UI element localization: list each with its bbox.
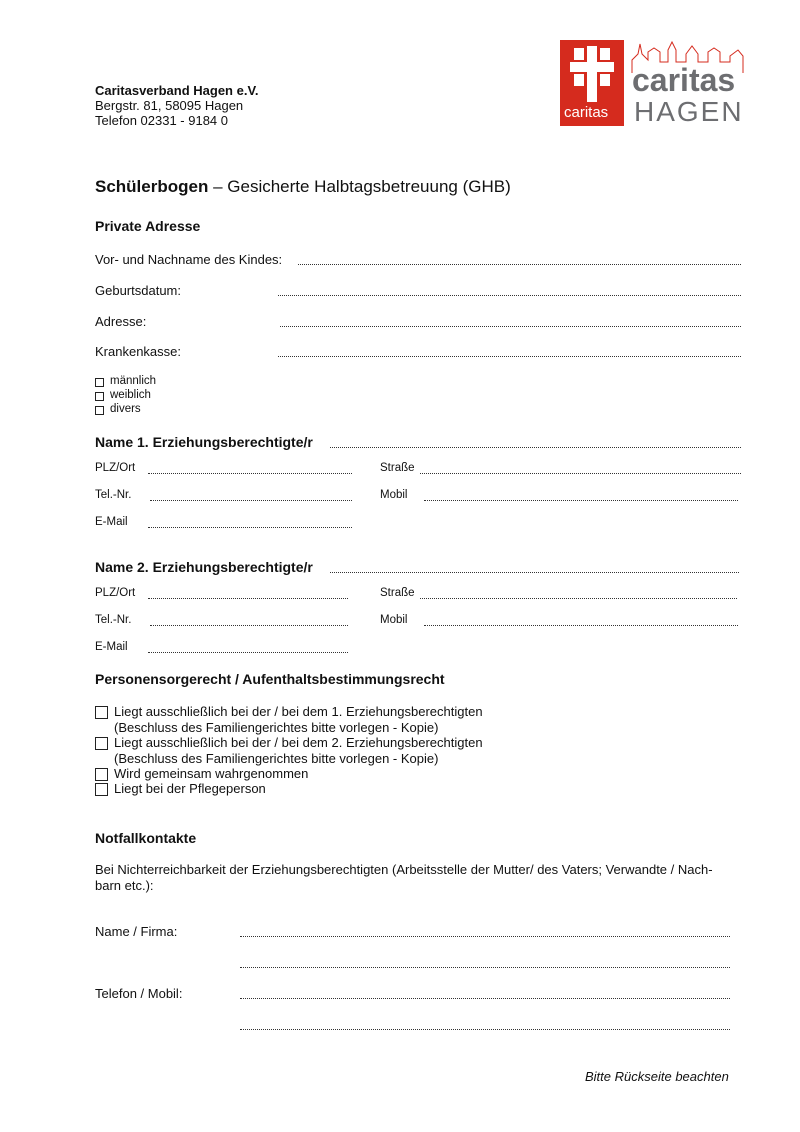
- guardian2-mobile-field[interactable]: [424, 625, 738, 626]
- guardian2-name-field[interactable]: [330, 572, 739, 573]
- emergency-name-field-1[interactable]: [240, 936, 730, 937]
- birthdate-field[interactable]: [278, 295, 741, 296]
- guardian1-tel-field[interactable]: [150, 500, 352, 501]
- emergency-name-field-2[interactable]: [240, 967, 730, 968]
- guardian2-plz-label: PLZ/Ort: [95, 587, 136, 599]
- custody-option-1-label: Liegt ausschließlich bei der / bei dem 1. Erziehungsberechtigten: [114, 704, 483, 719]
- guardian2-street-label: Straße: [380, 587, 415, 599]
- custody-option-1-checkbox[interactable]: [95, 706, 108, 719]
- child-name-label: Vor- und Nachname des Kindes:: [95, 252, 283, 267]
- guardian1-street-field[interactable]: [420, 473, 741, 474]
- gender-male-label: männlich: [110, 375, 157, 387]
- org-phone: Telefon 02331 - 9184 0: [95, 113, 228, 128]
- org-street: Bergstr. 81, 58095 Hagen: [95, 98, 244, 113]
- guardian1-plz-label: PLZ/Ort: [95, 462, 136, 474]
- private-address-heading: Private Adresse: [95, 218, 201, 234]
- guardian1-email-field[interactable]: [148, 527, 352, 528]
- custody-heading: Personensorgerecht / Aufenthaltsbestimmungsrecht: [95, 671, 445, 687]
- gender-diverse-label: divers: [110, 403, 141, 415]
- guardian2-tel-field[interactable]: [150, 625, 348, 626]
- guardian2-heading: Name 2. Erziehungsberechtigte/r: [95, 559, 313, 575]
- emergency-phone-label: Telefon / Mobil:: [95, 986, 183, 1001]
- guardian1-mobile-label: Mobil: [380, 489, 408, 501]
- gender-female-checkbox[interactable]: [95, 392, 104, 401]
- page-title-rest: – Gesicherte Halbtagsbetreuung (GHB): [208, 177, 511, 196]
- guardian1-plz-field[interactable]: [148, 473, 352, 474]
- address-label: Adresse:: [95, 314, 147, 329]
- gender-diverse-checkbox[interactable]: [95, 406, 104, 415]
- birthdate-label: Geburtsdatum:: [95, 283, 181, 298]
- guardian2-plz-field[interactable]: [148, 598, 348, 599]
- guardian1-street-label: Straße: [380, 462, 415, 474]
- emergency-phone-field-1[interactable]: [240, 998, 730, 999]
- insurance-label: Krankenkasse:: [95, 344, 181, 359]
- guardian2-mobile-label: Mobil: [380, 614, 408, 626]
- custody-option-1-note: (Beschluss des Familiengerichtes bitte vorlegen - Kopie): [114, 720, 439, 735]
- logo-box-word: caritas: [564, 104, 609, 121]
- logo-word-bottom: HAGEN: [634, 96, 744, 127]
- emergency-name-label: Name / Firma:: [95, 924, 178, 939]
- guardian1-email-label: E-Mail: [95, 516, 128, 528]
- custody-option-2-checkbox[interactable]: [95, 737, 108, 750]
- custody-option-3-checkbox[interactable]: [95, 768, 108, 781]
- custody-option-2-label: Liegt ausschließlich bei der / bei dem 2. Erziehungsberechtigten: [114, 735, 483, 750]
- page-title-bold: Schülerbogen: [95, 177, 209, 196]
- org-name: Caritasverband Hagen e.V.: [95, 83, 259, 98]
- emergency-intro-line2: barn etc.):: [95, 878, 154, 893]
- guardian1-mobile-field[interactable]: [424, 500, 738, 501]
- custody-option-4-label: Liegt bei der Pflegeperson: [114, 781, 266, 796]
- guardian2-email-field[interactable]: [148, 652, 348, 653]
- guardian2-email-label: E-Mail: [95, 641, 128, 653]
- custody-option-4-checkbox[interactable]: [95, 783, 108, 796]
- gender-male-checkbox[interactable]: [95, 378, 104, 387]
- custody-option-2-note: (Beschluss des Familiengerichtes bitte vorlegen - Kopie): [114, 751, 439, 766]
- emergency-intro-line1: Bei Nichterreichbarkeit der Erziehungsberechtigten (Arbeitsstelle der Mutter/ des Vaters; Verwandte / Nach-: [95, 862, 713, 877]
- guardian1-name-field[interactable]: [330, 447, 741, 448]
- guardian1-tel-label: Tel.-Nr.: [95, 489, 132, 501]
- emergency-phone-field-2[interactable]: [240, 1029, 730, 1030]
- logo-word-top: caritas: [632, 62, 736, 98]
- guardian2-street-field[interactable]: [420, 598, 737, 599]
- emergency-heading: Notfallkontakte: [95, 830, 197, 846]
- insurance-field[interactable]: [278, 356, 741, 357]
- custody-option-3-label: Wird gemeinsam wahrgenommen: [114, 766, 309, 781]
- caritas-cross-box: [560, 40, 624, 126]
- address-field[interactable]: [280, 326, 741, 327]
- footer-note: Bitte Rückseite beachten: [585, 1069, 729, 1084]
- child-name-field[interactable]: [298, 264, 741, 265]
- guardian1-heading: Name 1. Erziehungsberechtigte/r: [95, 434, 313, 450]
- guardian2-tel-label: Tel.-Nr.: [95, 614, 132, 626]
- gender-female-label: weiblich: [110, 389, 151, 401]
- page-title: [95, 177, 511, 197]
